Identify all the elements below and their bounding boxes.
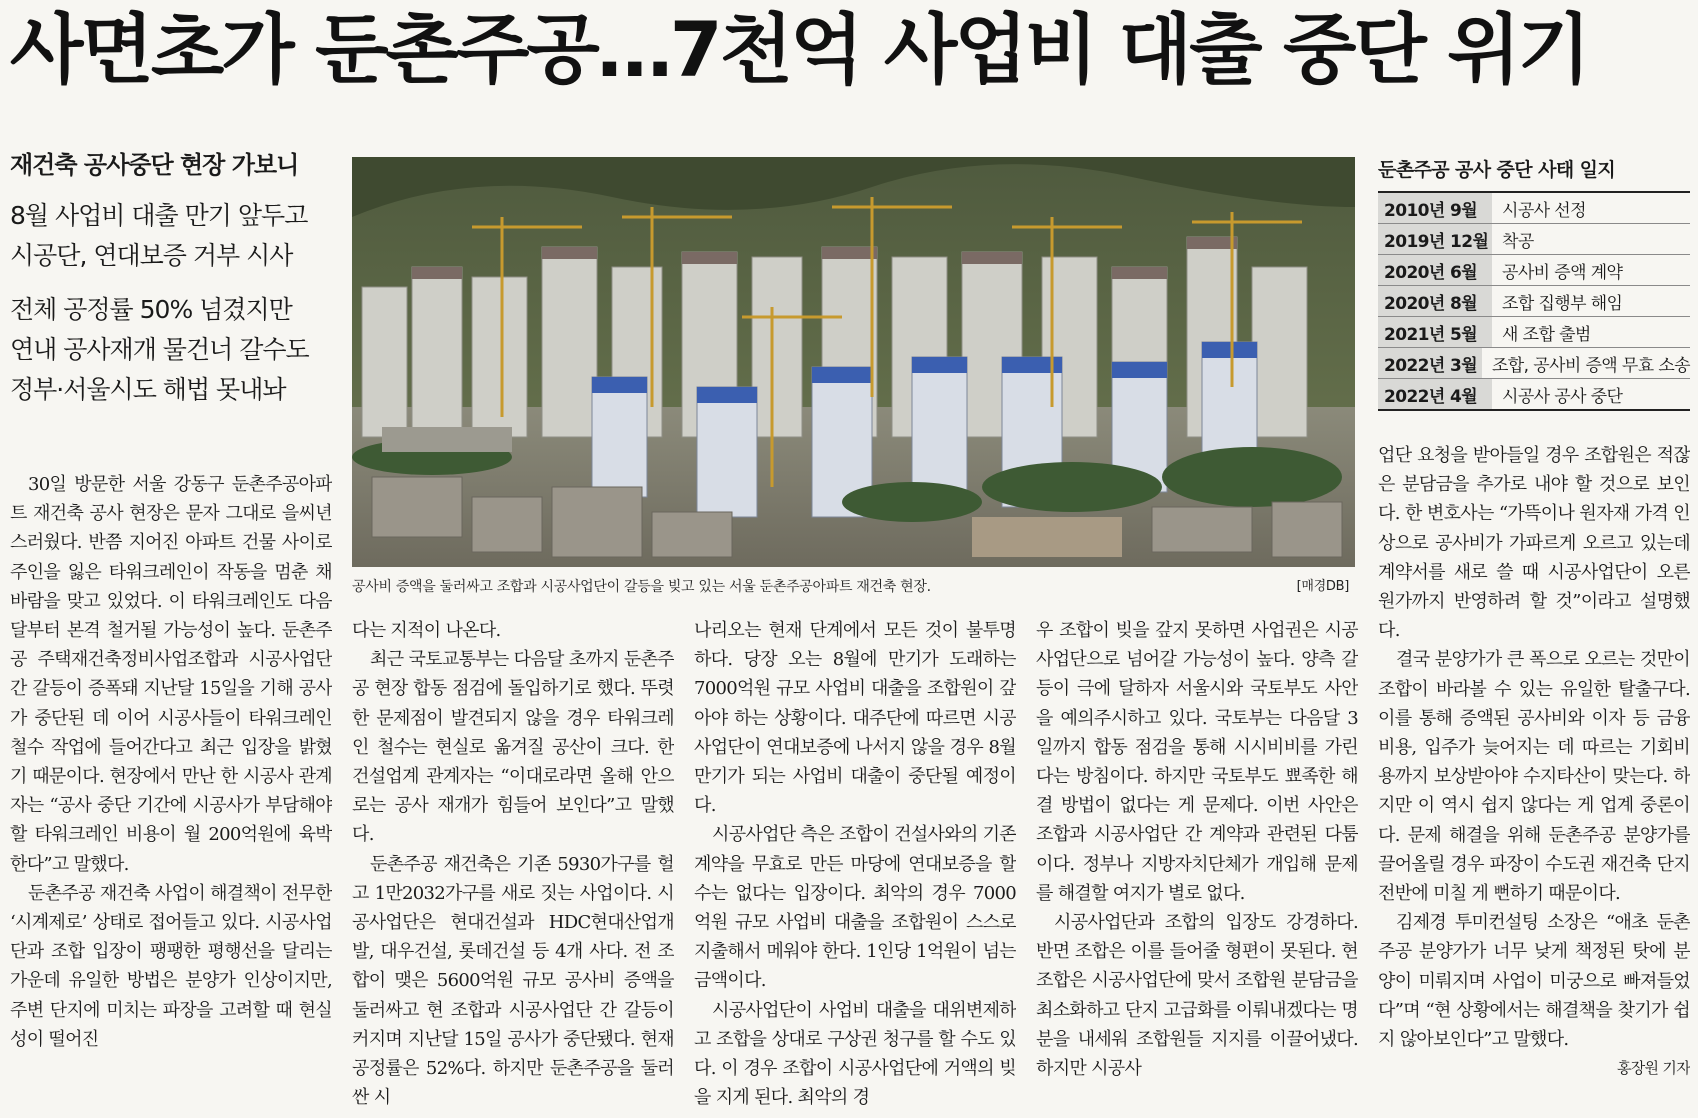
timeline-date: 2022년 3월 — [1378, 348, 1482, 378]
timeline-date: 2021년 5월 — [1378, 317, 1492, 347]
article-column-5 — [1378, 441, 1690, 1116]
timeline-date: 2020년 8월 — [1378, 286, 1492, 316]
subhead-line: 시공단, 연대보증 거부 시사 — [10, 241, 293, 270]
timeline-row — [1378, 317, 1690, 348]
timeline-event: 시공사 공사 중단 — [1502, 386, 1623, 407]
timeline-box — [1378, 155, 1690, 411]
timeline-event: 조합 집행부 해임 — [1502, 293, 1623, 314]
timeline-row — [1378, 224, 1690, 255]
timeline-row — [1378, 193, 1690, 224]
timeline-title: 둔촌주공 공사 중단 사태 일지 — [1378, 155, 1690, 193]
timeline-row — [1378, 286, 1690, 317]
article-column-3 — [694, 616, 1016, 1116]
article-column-4 — [1036, 616, 1358, 1116]
timeline-event: 착공 — [1502, 231, 1534, 252]
timeline-row — [1378, 379, 1690, 411]
photo-caption — [352, 575, 1355, 599]
photo-credit: [매경DB] — [1296, 579, 1349, 594]
paragraph: 30일 방문한 서울 강동구 둔촌주공아파트 재건축 공사 현장은 문자 그대로 을씨년스러웠다. 반쯤 지어진 아파트 건물 사이로 주인을 잃은 타워크레인이 작동을 멈춘 채 바람을 맞고 있었다. 이 타워크레인도 다음달부터 본격 철거될 가능성이 높다. 둔촌주공 주택재건축정비사업조합과 시공사업단 간 갈등이 증폭돼 지난달 15일을 기해 공사가 중단된 데 이어 시공사들이 타워크레인 철수 작업에 들어간다고 최근 입장을 밝혔기 때문이다. 현장에서 만난 한 시공사 관계자는 “공사 중단 기간에 시공사가 부담해야 할 타워크레인 비용이 월 200억원에 육박한다”고 말했다. — [10, 474, 332, 875]
subhead-line: 정부·서울시도 해법 못내놔 — [10, 375, 286, 404]
paragraph: 최근 국토교통부는 다음달 초까지 둔촌주공 현장 합동 점검에 돌입하기로 했다. 뚜렷한 문제점이 발견되지 않을 경우 타워크레인 철수는 현실로 옮겨질 공산이 크다. 한 건설업계 관계자는 “이대로라면 올해 안으로는 공사 재개가 힘들어 보인다”고 말했다. — [352, 649, 674, 846]
article-column-2 — [352, 616, 674, 1116]
timeline-date: 2022년 4월 — [1378, 379, 1492, 409]
paragraph: 김제경 투미컨설팅 소장은 “애초 둔촌주공 분양가가 너무 낮게 책정된 탓에 분양이 미뤄지며 사업이 미궁으로 빠져들었다”며 “현 상황에서는 해결책을 찾기가 쉽지 않아보인다”고 말했다. — [1378, 912, 1690, 1051]
paragraph: 시공사업단과 조합의 입장도 강경하다. 반면 조합은 이를 들어줄 형편이 못된다. 현 조합은 시공사업단에 맞서 조합원 분담금을 최소화하고 단지 고급화를 이뤄내겠다는 명분을 내세워 조합원들 지지를 이끌어냈다. 하지만 시공사 — [1036, 912, 1358, 1080]
article-column-1 — [10, 470, 332, 1115]
kicker: 재건축 공사중단 현장 가보니 — [10, 151, 299, 179]
paragraph: 둔촌주공 재건축 사업이 해결책이 전무한 ‘시계제로’ 상태로 접어들고 있다. 시공사업단과 조합 입장이 팽팽한 평행선을 달리는 가운데 유일한 방법은 분양가 인상이지만, 주변 단지에 미치는 파장을 고려할 때 현실성이 떨어진 — [10, 882, 332, 1050]
caption-text: 공사비 증액을 둘러싸고 조합과 시공사업단이 갈등을 빚고 있는 서울 둔촌주공아파트 재건축 현장. — [352, 579, 931, 595]
headline: 사면초가 둔촌주공…7천억 사업비 대출 중단 위기 — [10, 5, 1589, 94]
subhead-line: 8월 사업비 대출 만기 앞두고 — [10, 201, 308, 230]
timeline-date: 2019년 12월 — [1378, 224, 1492, 254]
paragraph: 나리오는 현재 단계에서 모든 것이 불투명하다. 당장 오는 8월에 만기가 도래하는 7000억원 규모 사업비 대출을 조합원이 갚아야 하는 상황이다. 대주단에 따르면 시공사업단이 연대보증에 나서지 않을 경우 8월 만기가 되는 사업비 대출이 중단될 예정이다. — [694, 620, 1016, 817]
paragraph: 우 조합이 빚을 갚지 못하면 사업권은 시공사업단으로 넘어갈 가능성이 높다. 양측 갈등이 극에 달하자 서울시와 국토부도 사안을 예의주시하고 있다. 국토부는 다음달 3일까지 합동 점검을 통해 시시비비를 가린다는 방침이다. 하지만 국토부도 뾰족한 해결 방법이 없다는 게 문제다. 이번 사안은 조합과 시공사업단 간 계약과 관련된 다툼이다. 정부나 지방자치단체가 개입해 문제를 해결할 여지가 별로 없다. — [1036, 620, 1358, 904]
timeline-row — [1378, 348, 1690, 379]
timeline-event: 공사비 증액 계약 — [1502, 262, 1623, 283]
timeline-row — [1378, 255, 1690, 286]
paragraph: 시공사업단이 사업비 대출을 대위변제하고 조합을 상대로 구상권 청구를 할 수도 있다. 이 경우 조합이 시공사업단에 거액의 빚을 지게 된다. 최악의 경 — [694, 999, 1016, 1109]
subhead-line: 연내 공사재개 물건너 갈수도 — [10, 335, 309, 364]
timeline-date: 2010년 9월 — [1378, 193, 1492, 223]
photo-illustration — [352, 157, 1355, 567]
paragraph: 시공사업단 측은 조합이 건설사와의 기존 계약을 무효로 만든 마당에 연대보증을 할 수는 없다는 입장이다. 최악의 경우 7000억원 규모 사업비 대출을 조합원이 스스로 지출해서 메워야 한다. 1인당 1억원이 넘는 금액이다. — [694, 824, 1016, 992]
timeline-event: 조합, 공사비 증액 무효 소송 — [1491, 355, 1690, 376]
timeline-event: 새 조합 출범 — [1502, 324, 1591, 345]
paragraph: 결국 분양가가 큰 폭으로 오르는 것만이 조합이 바라볼 수 있는 유일한 탈출구다. 이를 통해 증액된 공사비와 이자 등 금융 비용, 입주가 늦어지는 데 따르는 기회비용까지 보상받아야 수지타산이 맞는다. 하지만 이 역시 쉽지 않다는 게 업계 중론이다. 문제 해결을 위해 둔촌주공 분양가를 끌어올릴 경우 파장이 수도권 재건축 단지 전반에 미칠 게 뻔하기 때문이다. — [1378, 649, 1690, 905]
timeline-event: 시공사 선정 — [1502, 200, 1586, 221]
paragraph: 다는 지적이 나온다. — [352, 620, 501, 641]
construction-site-photo — [352, 157, 1355, 567]
byline: 홍장원 기자 — [1616, 1059, 1690, 1078]
subhead-line: 전체 공정률 50% 넘겼지만 — [10, 295, 292, 324]
timeline-date: 2020년 6월 — [1378, 255, 1492, 285]
subheads — [10, 148, 340, 410]
paragraph: 업단 요청을 받아들일 경우 조합원은 적잖은 분담금을 추가로 내야 할 것으로 보인다. 한 변호사는 “가뜩이나 원자재 가격 인상으로 공사비가 가파르게 오르고 있는데 계약서를 새로 쓸 때 시공사업단이 오른 원가까지 반영하려 할 것”이라고 설명했다. — [1378, 445, 1690, 642]
paragraph: 둔촌주공 재건축은 기존 5930가구를 헐고 1만2032가구를 새로 짓는 사업이다. 시공사업단은 현대건설과 HDC현대산업개발, 대우건설, 롯데건설 등 4개 사다. 전 조합이 맺은 5600억원 규모 공사비 증액을 둘러싸고 현 조합과 시공사업단 간 갈등이 커지며 지난달 15일 공사가 중단됐다. 현재 공정률은 52%다. 하지만 둔촌주공을 둘러싼 시 — [352, 853, 674, 1109]
